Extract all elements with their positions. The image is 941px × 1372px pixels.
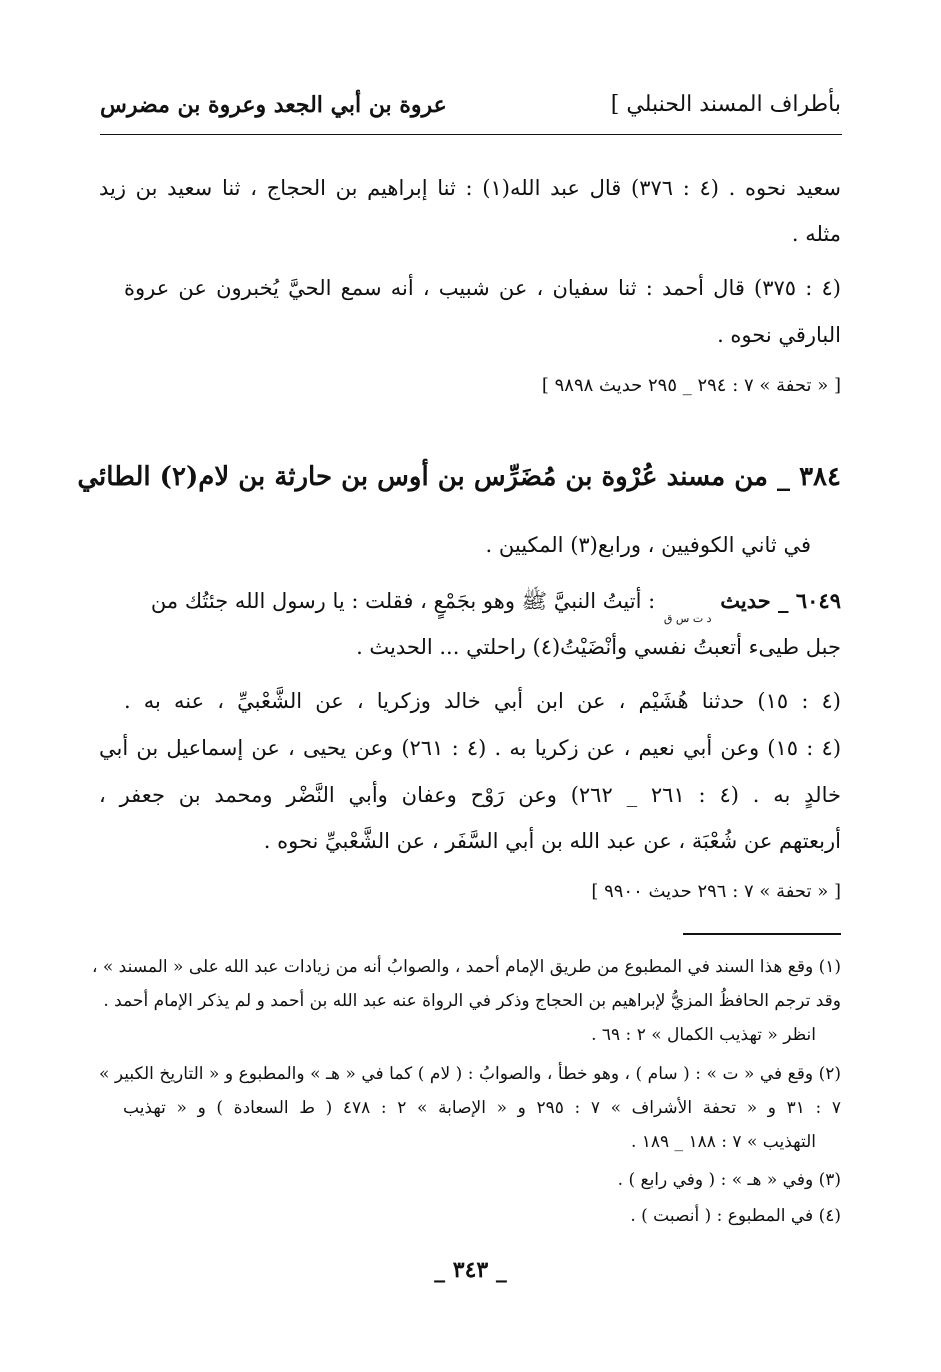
tuhfa-reference-2: [ « تحفة » ٧ : ٢٩٦ حديث ٩٩٠٠ ]	[591, 881, 841, 902]
footnote-2-line1: (٢) وقع في « ت » : ( سام ) ، وهو خطأ ، والصوابُ : ( لام ) كما في « هـ » والمطبوع و « التاريخ الكبير »	[99, 1064, 841, 1084]
footnote-1-line1: (١) وقع هذا السند في المطبوع من طريق الإمام أحمد ، والصوابُ أنه من زيادات عبد الله على « المسند » ،	[91, 957, 841, 977]
tuhfa-reference-1: [ « تحفة » ٧ : ٢٩٤ _ ٢٩٥ حديث ٩٨٩٨ ]	[541, 375, 841, 396]
running-header-right: بأطراف المسند الحنبلي ]	[610, 92, 841, 117]
footnote-3: (٣) وفي « هـ » : ( وفي رابع ) .	[617, 1170, 841, 1190]
hadith-line1-text: : أتيتُ النبيَّ ﷺ وهو بجَمْعٍ ، فقلت : يا رسول الله جئتُك من	[150, 589, 656, 613]
section-subtitle: في ثاني الكوفيين ، ورابع(٣) المكيين .	[485, 533, 811, 557]
hadith-line2: جبل طيىء أتعبتُ نفسي وأنْضَيْتُ(٤) راحلتي ... الحديث .	[356, 635, 841, 659]
hadith-number: ٦٠٤٩ _ حديث	[720, 588, 841, 613]
footnote-separator	[683, 933, 841, 935]
footnote-1-line2: وقد ترجم الحافظُ المزيُّ لإبراهيم بن الحجاج وذكر في الرواة عنه عبد الله بن أحمد و لم يذكر الإمام أحمد .	[103, 991, 841, 1011]
block1-line2: مثله .	[791, 222, 841, 246]
footnote-2-line3: التهذيب » ٧ : ١٨٨ _ ١٨٩ .	[630, 1132, 816, 1152]
running-header-left: عروة بن أبي الجعد وعروة بن مضرس	[100, 92, 447, 118]
footnote-1-line3: انظر « تهذيب الكمال » ٢ : ٦٩ .	[591, 1025, 816, 1045]
hadith-line1	[99, 588, 841, 625]
footnote-4: (٤) في المطبوع : ( أنصبت ) .	[630, 1206, 841, 1226]
chain-line4: أربعتهم عن شُعْبَة ، عن عبد الله بن أبي السَّفَر ، عن الشَّعْبيِّ نحوه .	[263, 829, 841, 853]
section-title: ٣٨٤ _ من مسند عُرْوة بن مُضَرِّس بن أوس بن حارثة بن لام(٢) الطائي	[77, 462, 841, 492]
hadith-sigla: د ت س ق	[663, 612, 712, 625]
block1-line1: سعيد نحوه . (٤ : ٣٧٦) قال عبد الله(١) : ثنا إبراهيم بن الحجاج ، ثنا سعيد بن زيد	[99, 176, 841, 200]
page-number: _ ٣٤٣ _	[434, 1257, 507, 1283]
block2-line2: البارقي نحوه .	[717, 323, 841, 347]
chain-line2: (٤ : ١٥) وعن أبي نعيم ، عن زكريا به . (٤ : ٢٦١) وعن يحيى ، عن إسماعيل بن أبي	[99, 736, 842, 760]
footnote-2-line2: ٧ : ٣١ و « تحفة الأشراف » ٧ : ٢٩٥ و « الإصابة » ٢ : ٤٧٨ ( ط السعادة ) و « تهذيب	[123, 1098, 842, 1118]
header-rule	[100, 134, 842, 135]
chain-line3: خالدٍ به . (٤ : ٢٦١ _ ٢٦٢) وعن رَوْح وعفان وأبي النَّضْر ومحمد بن جعفر ،	[99, 783, 841, 807]
block2-line1: (٤ : ٣٧٥) قال أحمد : ثنا سفيان ، عن شبيب ، أنه سمع الحيَّ يُخبرون عن عروة	[124, 276, 841, 300]
chain-line1: (٤ : ١٥) حدثنا هُشَيْم ، عن ابن أبي خالد وزكريا ، عن الشَّعْبيِّ ، عنه به .	[124, 689, 841, 713]
